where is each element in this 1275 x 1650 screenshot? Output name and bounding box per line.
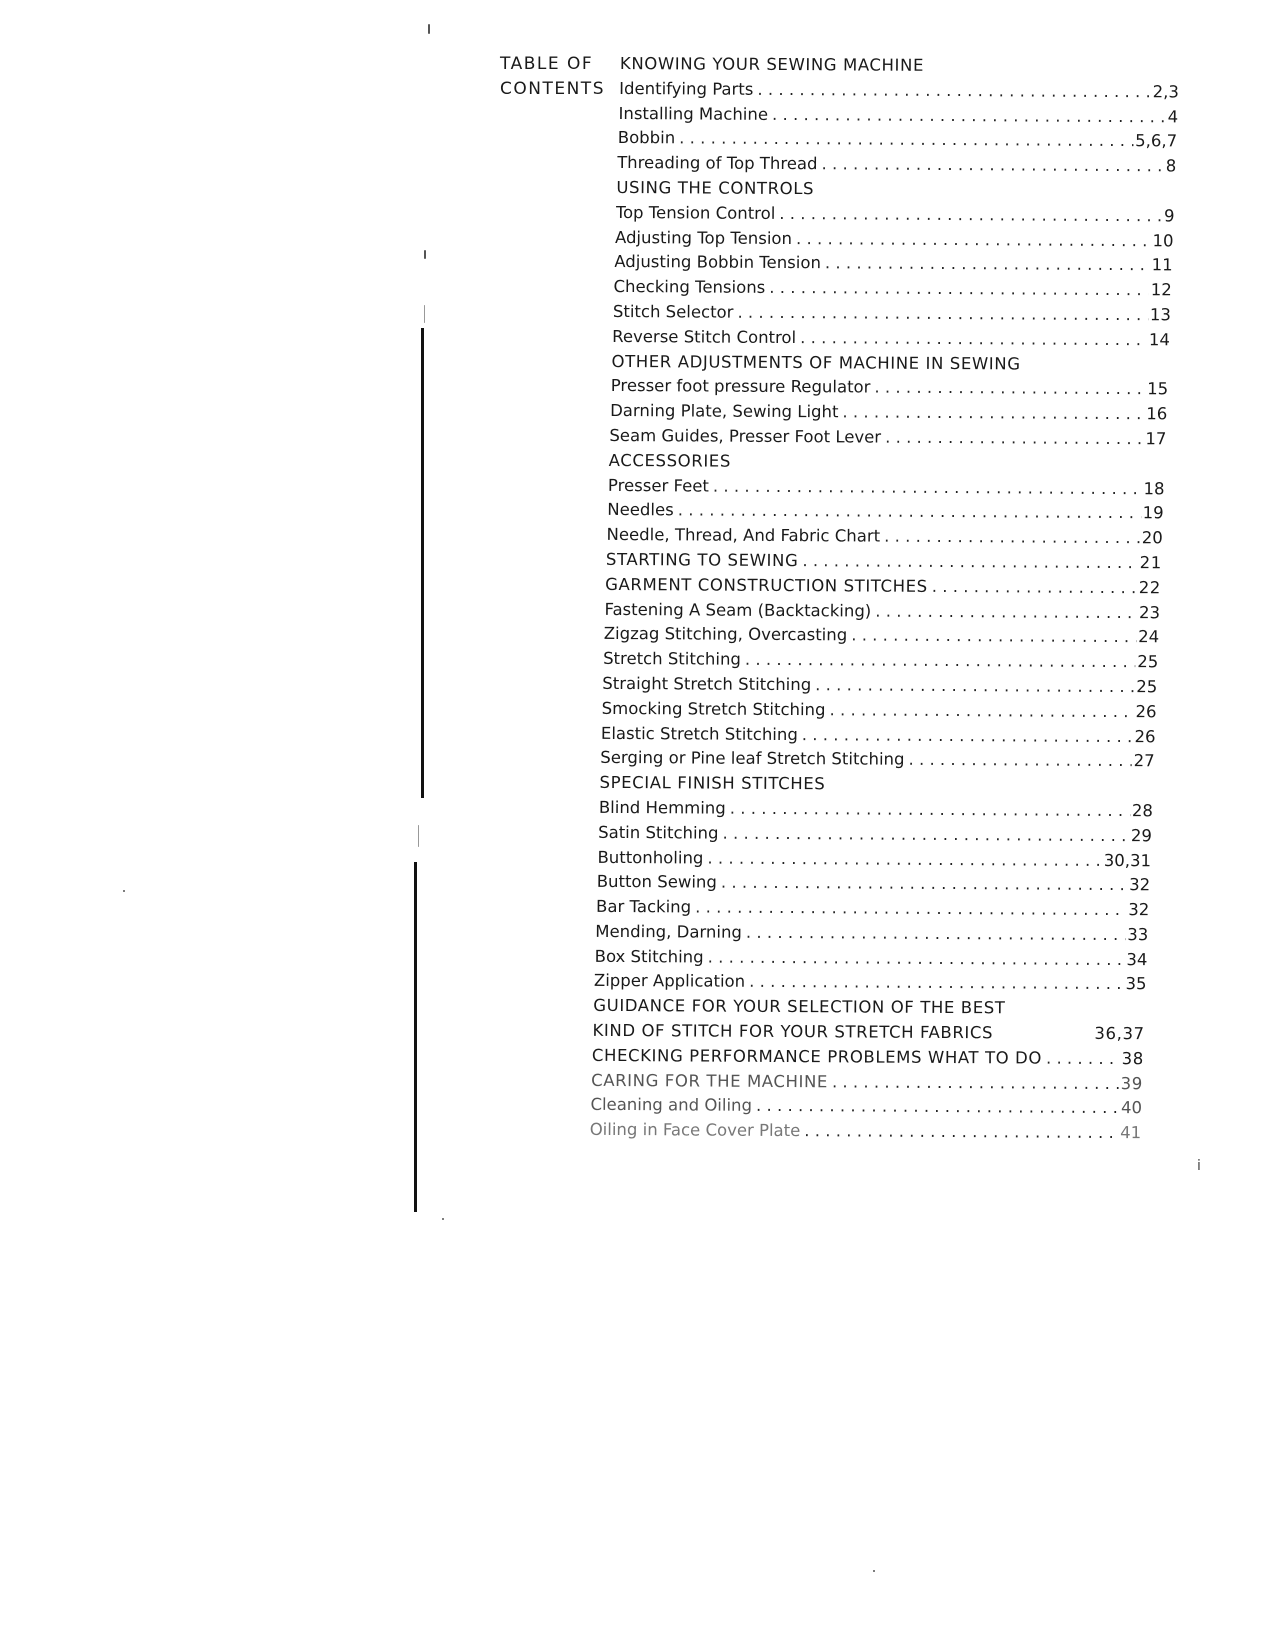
- scan-speck: [424, 305, 425, 323]
- toc-page-number: 39: [1120, 1073, 1143, 1093]
- toc-dot-leader: [707, 846, 1102, 873]
- toc-entry-label: Reverse Stitch Control: [612, 326, 797, 347]
- toc-dot-leader: [874, 376, 1145, 402]
- toc-entry: [610, 399, 1167, 427]
- toc-dot-leader: [796, 227, 1151, 254]
- toc-entry: [590, 1118, 1142, 1146]
- toc-entry-label: Seam Guides, Presser Foot Lever: [609, 425, 882, 447]
- toc-entry-label: Top Tension Control: [615, 202, 776, 223]
- toc-entry-label: Mending, Darning: [595, 921, 742, 942]
- toc-entry: [602, 672, 1157, 700]
- toc-dot-leader: [804, 1119, 1118, 1146]
- toc-dot-leader: [678, 499, 1141, 527]
- toc-page-number: 20: [1141, 528, 1163, 548]
- toc-page-number: 26: [1134, 726, 1156, 746]
- toc-entry-label: Installing Machine: [618, 103, 769, 124]
- toc-entry: [612, 325, 1170, 353]
- toc-dot-leader: [679, 127, 1133, 155]
- toc-dot-leader: [908, 748, 1131, 774]
- toc-entry: [606, 523, 1162, 551]
- toc-entry: [597, 845, 1151, 873]
- toc-dot-leader: [851, 624, 1136, 651]
- toc-entry-label: Cleaning and Oiling: [590, 1095, 753, 1116]
- toc-dot-leader: [932, 575, 1137, 601]
- toc-page-number: 18: [1143, 478, 1165, 498]
- toc-page-number: 2,3: [1152, 82, 1180, 102]
- toc-page-number: 38: [1121, 1048, 1144, 1069]
- toc-entry: [614, 250, 1173, 278]
- toc-entry: [595, 920, 1148, 948]
- toc-section-heading: [591, 1069, 1143, 1097]
- toc-entry-label: Adjusting Top Tension: [614, 227, 793, 248]
- toc-entry: [590, 1093, 1142, 1121]
- toc-page-number: 34: [1126, 949, 1148, 969]
- toc-page-number: 24: [1138, 627, 1160, 647]
- toc-entry-label: Smocking Stretch Stitching: [601, 698, 826, 719]
- toc-list: [589, 52, 1200, 1147]
- toc-entry-label: Stitch Selector: [612, 301, 734, 322]
- toc-entry-label: Stretch Stitching: [603, 649, 741, 669]
- toc-dot-leader: [825, 252, 1150, 279]
- toc-dot-leader: [713, 474, 1142, 501]
- toc-page-number: 10: [1152, 230, 1174, 250]
- toc-entry-label: Zigzag Stitching, Overcasting: [603, 624, 848, 645]
- toc-entry-label: KNOWING YOUR SEWING MACHINE: [619, 53, 925, 75]
- toc-entry-label: Bobbin: [617, 128, 676, 148]
- toc-entry-label: Bar Tacking: [596, 896, 692, 917]
- toc-dot-leader: [885, 426, 1143, 452]
- toc-dot-leader: [829, 698, 1133, 725]
- toc-section-heading: [605, 573, 1161, 601]
- toc-dot-leader: [842, 401, 1144, 428]
- toc-dot-leader: [821, 152, 1163, 179]
- toc-entry-label: CARING FOR THE MACHINE: [591, 1070, 829, 1091]
- toc-section-heading: [593, 994, 1146, 1022]
- toc-page-number: 30,31: [1103, 850, 1152, 870]
- toc-page-number: 23: [1139, 602, 1161, 622]
- toc-dot-leader: [721, 871, 1127, 898]
- toc-entry-label: Presser foot pressure Regulator: [610, 376, 871, 397]
- toc-dot-leader: [749, 970, 1124, 997]
- toc-entry-label: Threading of Top Thread: [617, 153, 818, 174]
- toc-entry: [600, 746, 1155, 774]
- toc-page-number: 19: [1142, 503, 1164, 523]
- toc-page-number: 12: [1150, 280, 1172, 300]
- toc-page-number: 41: [1120, 1123, 1142, 1143]
- toc-entry-label: ACCESSORIES: [608, 450, 731, 471]
- toc-entry: [594, 969, 1147, 997]
- toc-section-heading: [592, 1044, 1144, 1072]
- toc-dot-leader: [832, 1070, 1119, 1097]
- toc-page-number: 21: [1139, 553, 1162, 573]
- scan-speck: [123, 890, 125, 892]
- toc-page-number: 25: [1137, 652, 1159, 672]
- toc-page-number: 8: [1165, 156, 1177, 176]
- scan-speck: [424, 250, 426, 259]
- toc-dot-leader: [802, 549, 1137, 576]
- toc-entry: [603, 647, 1158, 675]
- toc-heading-line2: CONTENTS: [500, 79, 605, 99]
- scan-speck: [873, 1570, 875, 1572]
- toc-entry-label: Zipper Application: [593, 971, 746, 992]
- toc-entry: [604, 597, 1160, 625]
- toc-dot-leader: [779, 202, 1162, 229]
- toc-entry: [613, 275, 1171, 303]
- toc-entry-label: Needles: [607, 500, 674, 520]
- toc-page-number: 4: [1167, 106, 1179, 127]
- toc-entry-label: Checking Tensions: [613, 277, 766, 298]
- toc-dot-leader: [1046, 1046, 1120, 1071]
- toc-entry-label: Oiling in Face Cover Plate: [589, 1120, 801, 1141]
- toc-entry: [597, 870, 1151, 898]
- toc-entry: [615, 226, 1174, 254]
- toc-section-heading: [606, 548, 1162, 576]
- toc-dot-leader: [769, 276, 1149, 303]
- toc-page-number: 9: [1163, 206, 1175, 226]
- toc-page-number: 5,6,7: [1135, 131, 1178, 151]
- toc-entry: [596, 895, 1149, 923]
- scan-speck: [418, 825, 419, 847]
- toc-entry-label: Presser Feet: [607, 475, 709, 496]
- toc-entry-label: OTHER ADJUSTMENTS OF MACHINE IN SEWING: [611, 351, 1021, 374]
- toc-entry-label: Box Stitching: [594, 946, 704, 967]
- toc-page-number: 13: [1149, 305, 1171, 325]
- toc-entry-label: GARMENT CONSTRUCTION STITCHES: [605, 574, 928, 596]
- toc-page-number: 22: [1138, 577, 1161, 598]
- toc-entry: [599, 796, 1153, 824]
- toc-page-number: 25: [1136, 677, 1158, 697]
- toc-entry-label: Identifying Parts: [619, 78, 754, 99]
- toc-dot-leader: [745, 648, 1136, 675]
- toc-entry-label: Needle, Thread, And Fabric Chart: [606, 525, 881, 546]
- toc-entry: [602, 697, 1157, 725]
- toc-dot-leader: [756, 1094, 1119, 1121]
- toc-page-number: 35: [1125, 974, 1147, 994]
- toc-entry: [598, 821, 1152, 849]
- toc-dot-leader: [730, 797, 1130, 824]
- toc-entry: [601, 721, 1156, 749]
- toc-dot-leader: [800, 326, 1147, 353]
- toc-entry: [618, 102, 1178, 130]
- toc-page-number: 29: [1130, 825, 1152, 845]
- toc-page-number: 16: [1146, 404, 1168, 424]
- toc-section-heading: [592, 1019, 1144, 1047]
- binding-edge-line: [414, 862, 417, 1212]
- toc-page-number: 17: [1145, 429, 1167, 449]
- toc-entry-label: SPECIAL FINISH STITCHES: [599, 772, 826, 794]
- toc-heading: [500, 52, 605, 102]
- toc-entry: [613, 300, 1171, 328]
- toc-section-heading: [616, 176, 1175, 204]
- toc-entry-label: Darning Plate, Sewing Light: [610, 401, 839, 422]
- toc-entry: [609, 424, 1166, 452]
- toc-entry-label: USING THE CONTROLS: [616, 177, 815, 199]
- toc-entry-label: Adjusting Bobbin Tension: [614, 252, 821, 273]
- toc-entry-label: Fastening A Seam (Backtacking): [604, 599, 872, 621]
- toc-page-number: 11: [1151, 255, 1173, 275]
- toc-entry-label: Elastic Stretch Stitching: [600, 723, 798, 744]
- toc-page-number: 28: [1131, 801, 1153, 821]
- toc-dot-leader: [772, 103, 1166, 130]
- toc-page-number: 32: [1129, 875, 1151, 895]
- toc-page-number: 26: [1135, 701, 1157, 722]
- toc-entry-label: GUIDANCE FOR YOUR SELECTION OF THE BEST: [593, 996, 1006, 1018]
- toc-entry: [611, 374, 1169, 402]
- toc-entry: [619, 77, 1179, 105]
- toc-section-heading: [599, 771, 1153, 799]
- toc-entry-label: STARTING TO SEWING: [605, 549, 799, 571]
- toc-dot-leader: [757, 78, 1150, 105]
- toc-dot-leader: [802, 723, 1133, 750]
- scan-speck: [428, 24, 430, 34]
- toc-entry-label: CHECKING PERFORMANCE PROBLEMS WHAT TO DO: [591, 1045, 1043, 1068]
- toc-entry: [595, 945, 1148, 973]
- toc-section-heading: [620, 52, 1180, 80]
- toc-entry-label: KIND OF STITCH FOR YOUR STRETCH FABRICS: [592, 1020, 994, 1043]
- toc-page-number: 36,37: [1094, 1023, 1145, 1044]
- toc-page-number: 14: [1148, 330, 1171, 350]
- toc-section-heading: [611, 350, 1169, 378]
- toc-page-number: 15: [1147, 379, 1169, 399]
- toc-dot-leader: [708, 945, 1125, 972]
- toc-page-number: 27: [1133, 751, 1155, 771]
- toc-dot-leader: [695, 896, 1126, 923]
- toc-dot-leader: [884, 525, 1140, 551]
- toc-dot-leader: [722, 821, 1129, 848]
- binding-edge-line: [421, 328, 424, 798]
- toc-entry: [617, 151, 1176, 179]
- toc-entry-label: Satin Stitching: [598, 822, 719, 843]
- scan-speck: [442, 1218, 444, 1220]
- toc-heading-line1: TABLE OF: [500, 54, 594, 74]
- toc-page-number: 33: [1127, 925, 1149, 945]
- toc-page-number: 40: [1121, 1098, 1143, 1118]
- page-folio: i: [1197, 1158, 1201, 1174]
- toc-page-number: 32: [1128, 900, 1150, 920]
- toc-section-heading: [609, 449, 1166, 477]
- toc-entry-label: Buttonholing: [597, 847, 704, 868]
- toc-dot-leader: [815, 673, 1134, 700]
- toc-entry: [607, 498, 1164, 526]
- toc-entry-label: Blind Hemming: [598, 797, 726, 818]
- toc-dot-leader: [875, 599, 1137, 625]
- toc-entry: [618, 126, 1178, 154]
- toc-entry: [616, 201, 1175, 229]
- toc-entry-label: Button Sewing: [596, 872, 717, 892]
- toc-entry-label: Straight Stretch Stitching: [602, 673, 812, 695]
- toc-entry: [604, 622, 1160, 650]
- toc-dot-leader: [737, 301, 1148, 328]
- toc-entry-label: Serging or Pine leaf Stretch Stitching: [600, 748, 905, 770]
- toc-dot-leader: [746, 921, 1126, 948]
- toc-entry: [608, 473, 1165, 501]
